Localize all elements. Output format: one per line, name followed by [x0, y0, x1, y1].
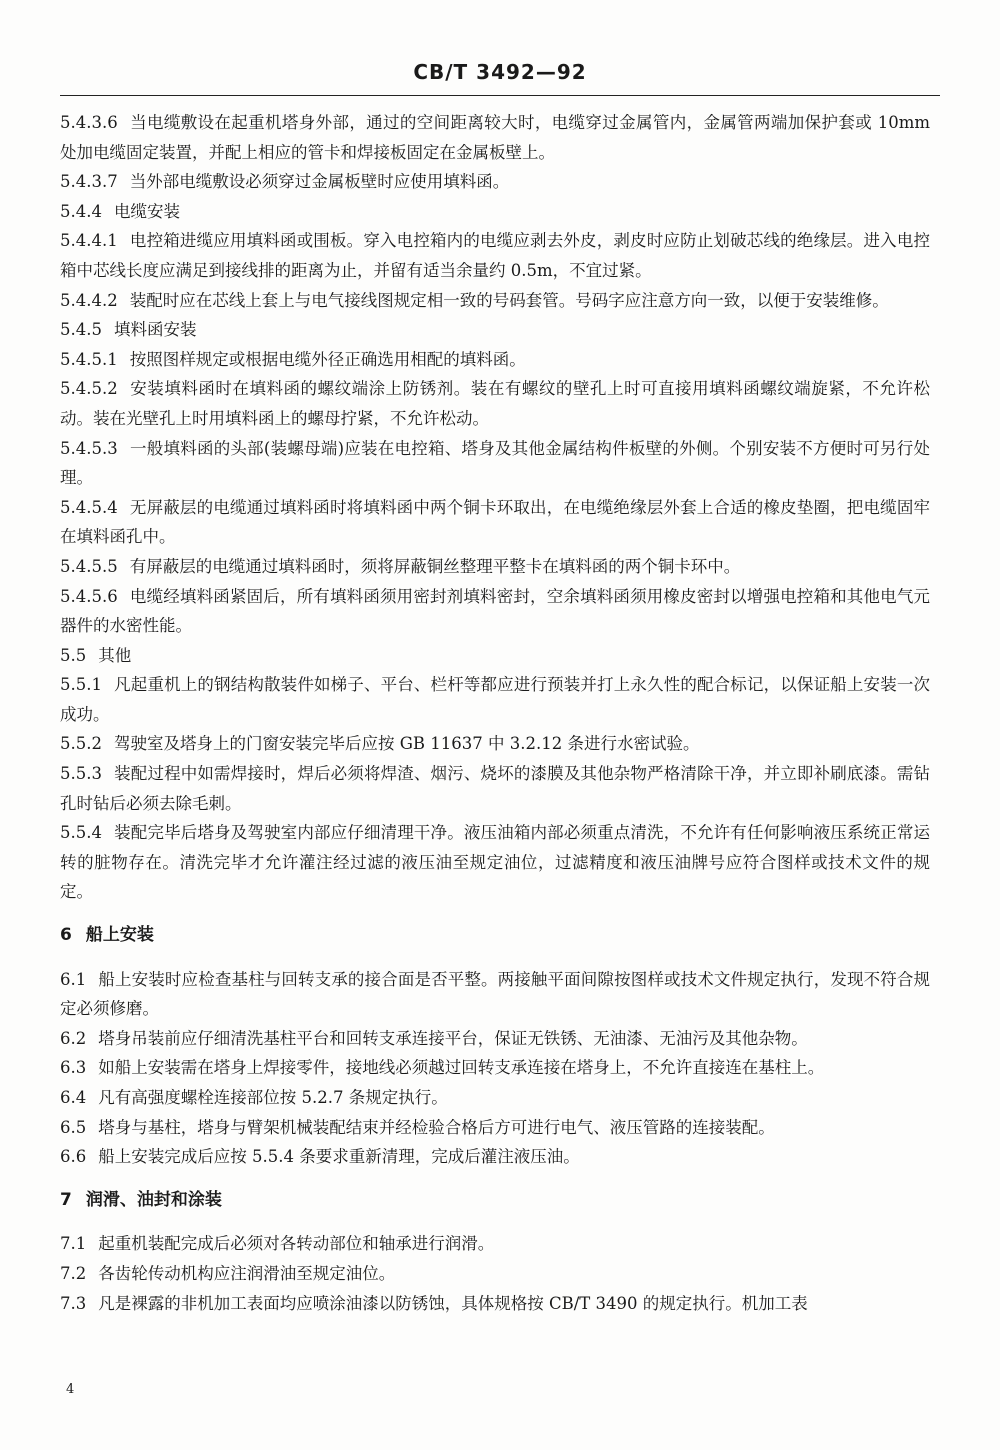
clause-paragraph: [60, 965, 930, 1024]
clause-text: 起重机装配完成后必须对各转动部位和轴承进行润滑。: [98, 1234, 495, 1254]
clause-number: 5.5.1: [60, 675, 102, 695]
clause-text: 船上安装完成后应按 5.5.4 条要求重新清理，完成后灌注液压油。: [98, 1147, 580, 1167]
clause-heading: [60, 197, 930, 227]
clause-number: 5.4.5.4: [60, 497, 118, 517]
header-rule: [60, 95, 940, 96]
clause-number: 6.5: [60, 1117, 87, 1137]
clause-paragraph: [60, 1024, 930, 1054]
clause-number: 5.5.3: [60, 764, 102, 784]
clause-text: 电控箱进缆应用填料函或围板。穿入电控箱内的电缆应剥去外皮，剥皮时应防止划破芯线的绝缘层。进入电控箱中芯线长度应满足到接线排的距离为止，并留有适当余量约 0.5m，不宜过紧。: [60, 231, 930, 280]
section-heading: [60, 921, 930, 951]
clause-text: 凡有高强度螺栓连接部位按 5.2.7 条规定执行。: [98, 1088, 448, 1107]
clause-paragraph: [60, 670, 930, 729]
clause-number: 5.4.5: [60, 320, 102, 340]
section-title: 润滑、油封和涂装: [85, 1189, 222, 1210]
clause-paragraph: [60, 108, 930, 167]
clause-text: 装配过程中如需焊接时，焊后必须将焊渣、烟污、烧坏的漆膜及其他杂物严格清除干净，并立即补刷底漆。需钻孔时钻后必须去除毛刺。: [60, 764, 930, 813]
clause-number: 5.4.5.6: [60, 586, 118, 606]
clause-paragraph: [60, 1259, 930, 1289]
clause-title: 其他: [98, 645, 132, 665]
clause-paragraph: [60, 1113, 930, 1143]
clause-number: 5.4.4.1: [60, 231, 118, 251]
section-number: 7: [60, 1189, 72, 1210]
clause-paragraph: [60, 1053, 930, 1083]
clause-paragraph: [60, 493, 930, 552]
clause-number: 6.1: [60, 969, 87, 989]
clause-number: 5.5.4: [60, 823, 102, 843]
clause-paragraph: [60, 1229, 930, 1259]
clause-text: 塔身吊装前应仔细清洗基柱平台和回转支承连接平台，保证无铁锈、无油漆、无油污及其他杂物。: [98, 1028, 808, 1048]
clause-paragraph: [60, 552, 930, 582]
clause-number: 5.4.3.6: [60, 113, 118, 132]
clause-title: 填料函安装: [113, 320, 197, 340]
clause-number: 6.2: [60, 1028, 87, 1048]
clause-text: 塔身与基柱，塔身与臂架机械装配结束并经检验合格后方可进行电气、液压管路的连接装配。: [98, 1117, 775, 1137]
clause-text: 安装填料函时在填料函的螺纹端涂上防锈剂。装在有螺纹的壁孔上时可直接用填料函螺纹端旋紧，不允许松动。装在光壁孔上时用填料函上的螺母拧紧，不允许松动。: [60, 379, 930, 428]
clause-number: 5.4.3.7: [60, 172, 118, 192]
clause-paragraph: [60, 729, 930, 759]
clause-number: 5.4.4: [60, 201, 102, 221]
clause-paragraph: [60, 226, 930, 285]
clause-text: 船上安装时应检查基柱与回转支承的接合面是否平整。两接触平面间隙按图样或技术文件规定执行，发现不符合规定必须修磨。: [60, 969, 930, 1019]
clause-title: 电缆安装: [113, 201, 180, 221]
clause-paragraph: [60, 1142, 930, 1172]
clause-text: 装配时应在芯线上套上与电气接线图规定相一致的号码套管。号码字应注意方向一致，以便于安装维修。: [129, 290, 889, 310]
clause-number: 6.6: [60, 1147, 87, 1167]
clause-heading: [60, 315, 930, 345]
clause-text: 凡起重机上的钢结构散装件如梯子、平台、栏杆等都应进行预装并打上永久性的配合标记，以保证船上安装一次成功。: [60, 675, 930, 724]
clause-number: 5.4.5.5: [60, 556, 118, 576]
clause-paragraph: [60, 374, 930, 433]
clause-number: 6.3: [60, 1058, 87, 1078]
clause-number: 5.5.2: [60, 734, 102, 754]
clause-paragraph: [60, 759, 930, 818]
clause-text: 当电缆敷设在起重机塔身外部，通过的空间距离较大时，电缆穿过金属管内，金属管两端加保护套或 10mm 处加电缆固定装置，并配上相应的管卡和焊接板固定在金属板壁上。: [60, 113, 930, 162]
clause-text: 按照图样规定或根据电缆外径正确选用相配的填料函。: [129, 349, 526, 369]
clause-number: 5.4.5.1: [60, 349, 118, 369]
standard-code-header: CB/T 3492—92: [413, 60, 587, 84]
clause-paragraph: [60, 167, 930, 197]
clause-paragraph: [60, 818, 930, 907]
clause-text: 无屏蔽层的电缆通过填料函时将填料函中两个铜卡环取出，在电缆绝缘层外套上合适的橡皮垫圈，把电缆固牢在填料函孔中。: [60, 497, 930, 547]
clause-text: 电缆经填料函紧固后，所有填料函须用密封剂填料密封，空余填料函须用橡皮密封以增强电控箱和其他电气元器件的水密性能。: [60, 586, 930, 636]
section-heading: [60, 1186, 930, 1216]
clause-text: 各齿轮传动机构应注润滑油至规定油位。: [98, 1263, 396, 1283]
clause-number: 5.5: [60, 645, 87, 665]
clause-text: 当外部电缆敷设必须穿过金属板壁时应使用填料函。: [129, 172, 510, 192]
clause-text: 凡是裸露的非机加工表面均应喷涂油漆以防锈蚀，具体规格按 CB/T 3490 的规定执行。机加工表: [98, 1293, 808, 1313]
clause-number: 7.3: [60, 1293, 87, 1313]
clause-text: 有屏蔽层的电缆通过填料函时，须将屏蔽铜丝整理平整卡在填料函的两个铜卡环中。: [129, 556, 741, 576]
clause-text: 装配完毕后塔身及驾驶室内部应仔细清理干净。液压油箱内部必须重点清洗，不允许有任何影响液压系统正常运转的脏物存在。清洗完毕才允许灌注经过滤的液压油至规定油位，过滤精度和液压油牌号应符合图样或技术文件的规定。: [60, 823, 930, 902]
clause-number: 6.4: [60, 1088, 87, 1107]
clause-number: 7.1: [60, 1234, 87, 1254]
clause-paragraph: [60, 1289, 930, 1319]
page-number: 4: [66, 1382, 75, 1397]
clause-number: 5.4.5.2: [60, 379, 118, 399]
clause-paragraph: [60, 1083, 930, 1113]
clause-heading: [60, 641, 930, 671]
clause-text: 如船上安装需在塔身上焊接零件，接地线必须越过回转支承连接在塔身上，不允许直接连在基柱上。: [98, 1058, 825, 1078]
clause-number: 5.4.5.3: [60, 438, 118, 458]
section-number: 6: [60, 925, 72, 946]
clause-paragraph: [60, 286, 930, 316]
section-title: 船上安装: [85, 925, 154, 946]
clause-paragraph: [60, 345, 930, 375]
clause-number: 7.2: [60, 1263, 87, 1283]
clause-paragraph: [60, 434, 930, 493]
document-body: [60, 108, 930, 1318]
clause-text: 一般填料函的头部(装螺母端)应装在电控箱、塔身及其他金属结构件板壁的外侧。个别安装不方便时可另行处理。: [60, 438, 930, 488]
clause-text: 驾驶室及塔身上的门窗安装完毕后应按 GB 11637 中 3.2.12 条进行水密试验。: [113, 734, 700, 754]
clause-number: 5.4.4.2: [60, 290, 118, 310]
clause-paragraph: [60, 582, 930, 641]
